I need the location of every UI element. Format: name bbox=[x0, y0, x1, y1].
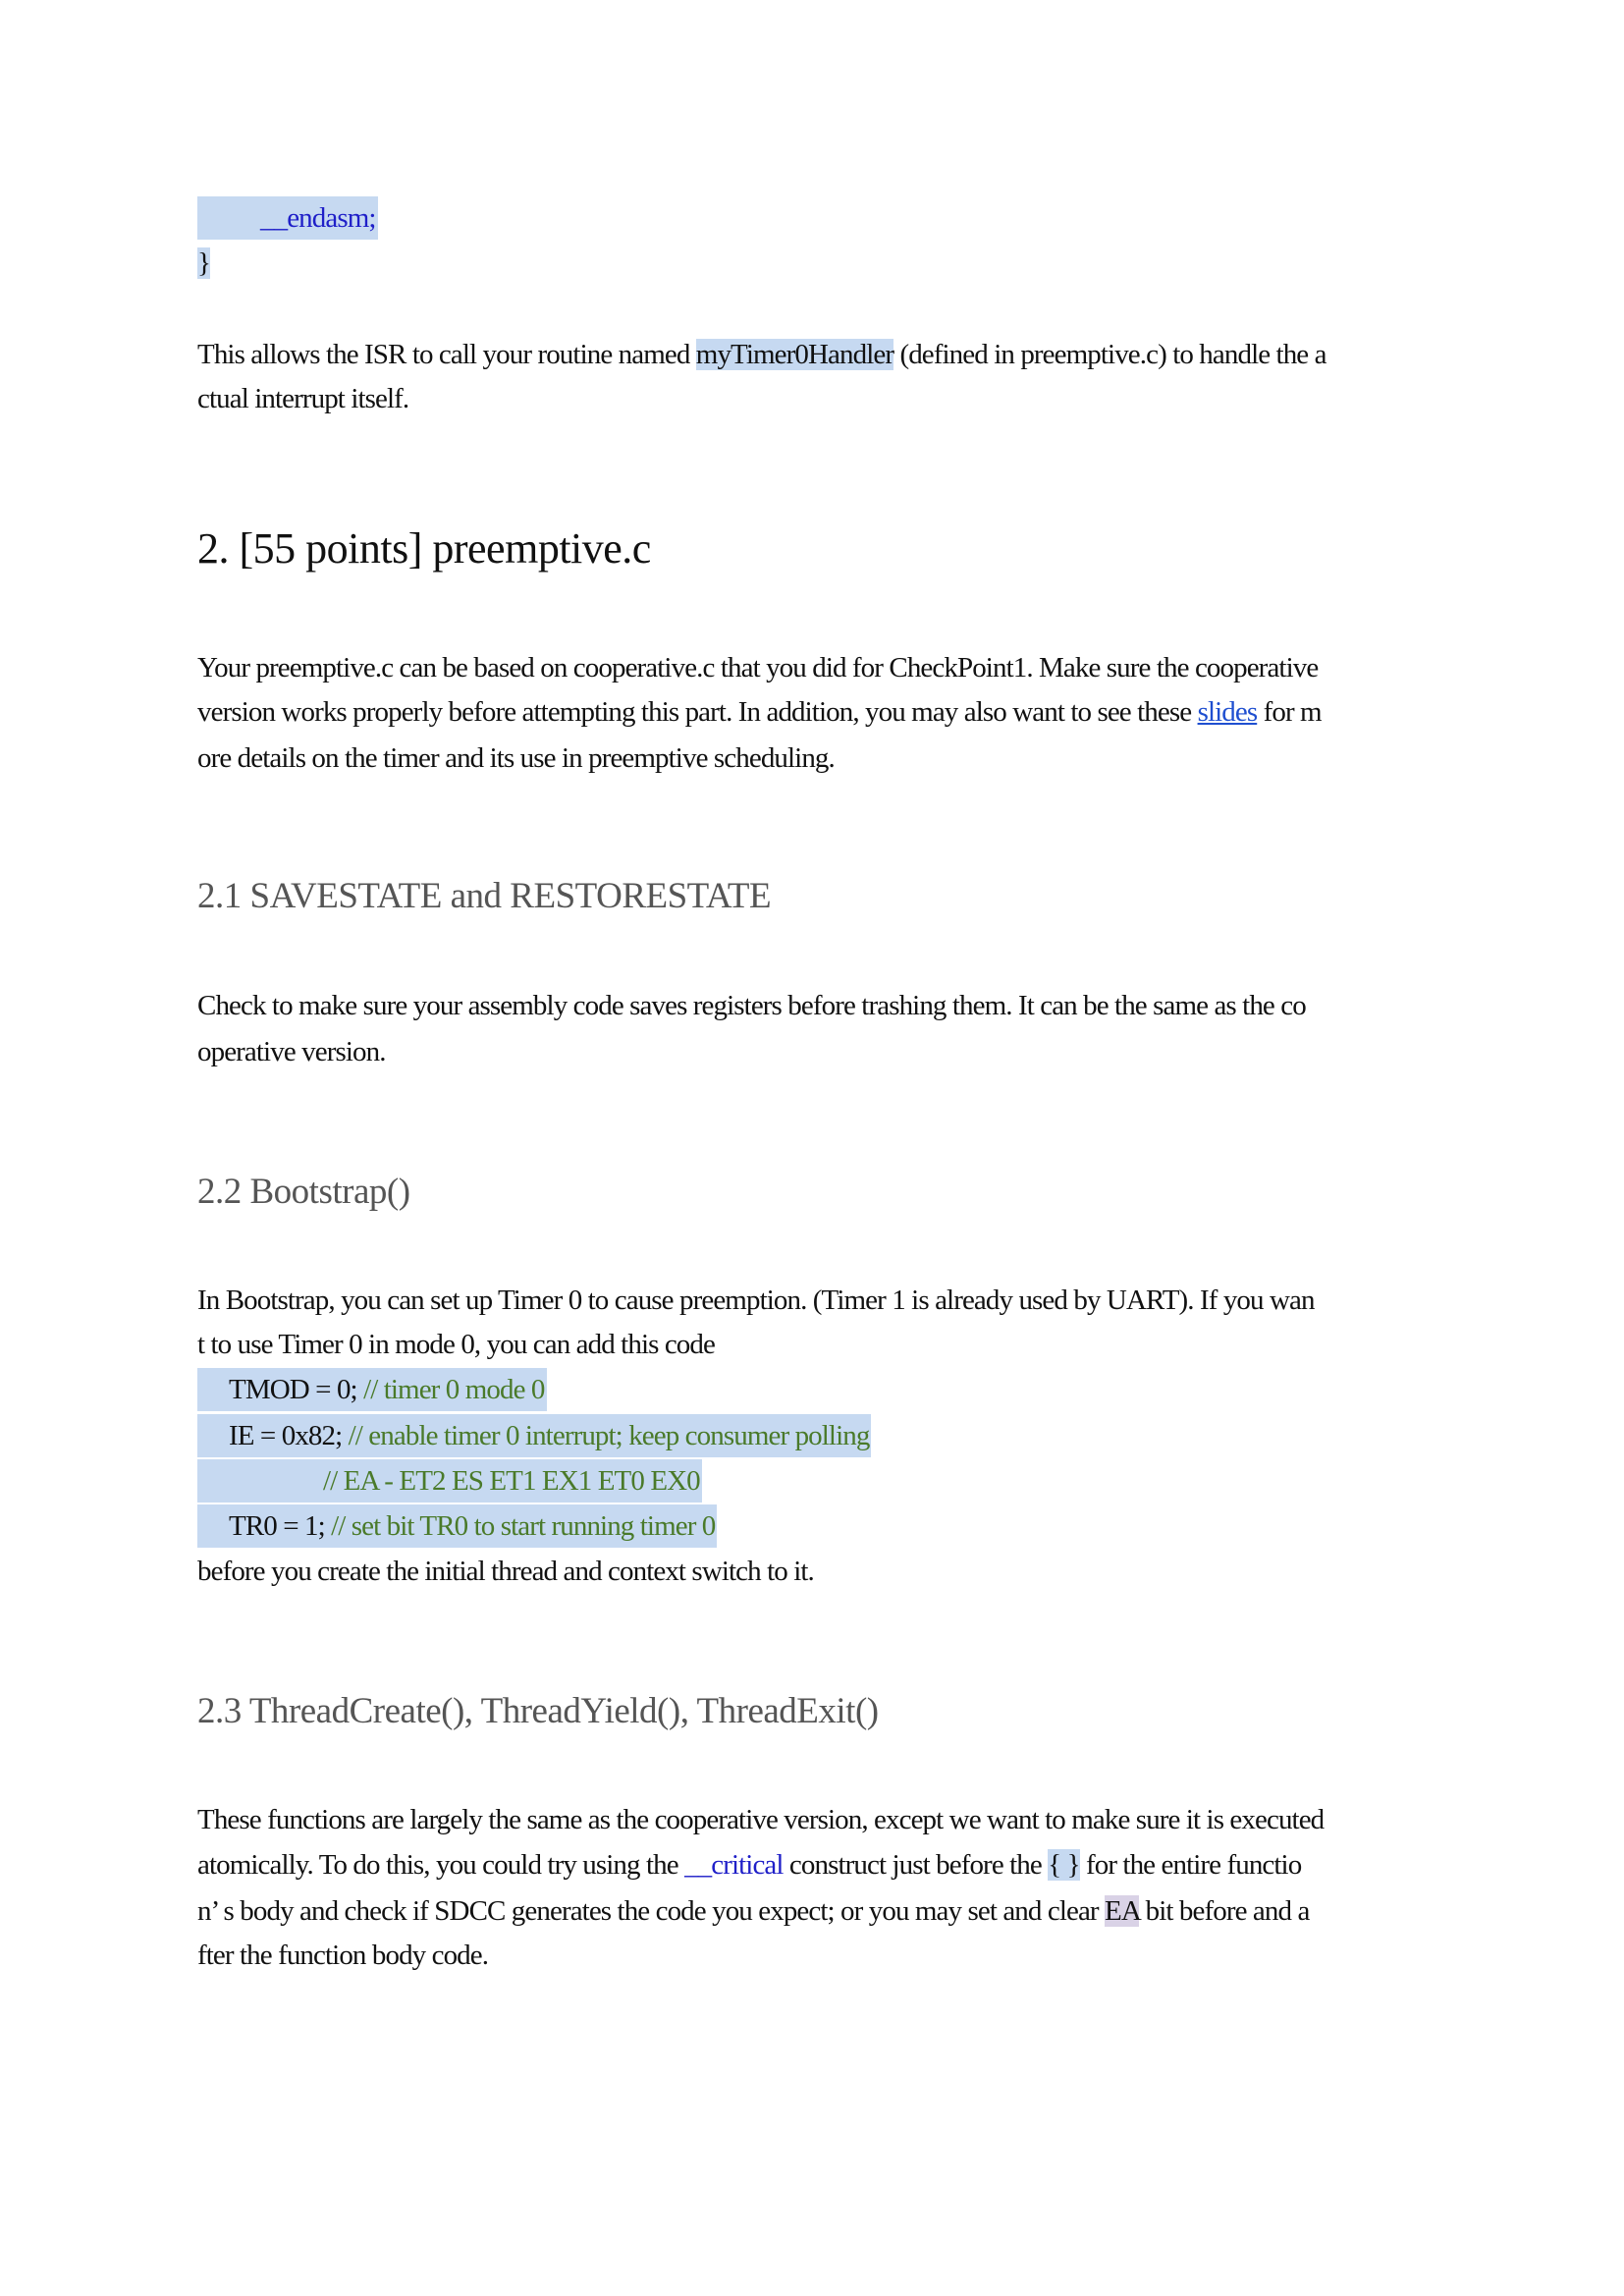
code-line: // EA - ET2 ES ET1 EX1 ET0 EX0 bbox=[197, 1459, 702, 1503]
section23-line4: fter the function body code. bbox=[197, 1940, 489, 1971]
braces: { } bbox=[1048, 1849, 1080, 1881]
para1-line2: ctual interrupt itself. bbox=[197, 383, 409, 414]
section2-line2: version works properly before attempting this part. In addition, you may also want to see these slides for m bbox=[197, 696, 1322, 728]
section23-line1: These functions are largely the same as the cooperative version, except we want to make sure it is executed bbox=[197, 1804, 1325, 1835]
section23-line2: atomically. To do this, you could try using the __critical construct just before the { } for the entire functio bbox=[197, 1849, 1302, 1881]
section-2-2-heading: 2.2 Bootstrap() bbox=[197, 1172, 410, 1212]
code-line-endasm: __endasm; bbox=[197, 196, 378, 240]
slides-link[interactable]: slides bbox=[1197, 696, 1258, 728]
section23-line3: n’ s body and check if SDCC generates the code you expect; or you may set and clear EA bit before and a bbox=[197, 1895, 1310, 1927]
section22-line2: t to use Timer 0 in mode 0, you can add this code bbox=[197, 1329, 715, 1360]
section21-line2: operative version. bbox=[197, 1036, 386, 1067]
section21-line1: Check to make sure your assembly code saves registers before trashing them. It can be the same as the co bbox=[197, 990, 1306, 1021]
ea-bit: EA bbox=[1105, 1895, 1140, 1927]
code-line: IE = 0x82; // enable timer 0 interrupt; keep consumer polling bbox=[197, 1414, 871, 1457]
handler-name: myTimer0Handler bbox=[695, 339, 894, 370]
section-2-1-heading: 2.1 SAVESTATE and RESTORESTATE bbox=[197, 876, 772, 916]
section22-line1: In Bootstrap, you can set up Timer 0 to cause preemption. (Timer 1 is already used by UART). If you wan bbox=[197, 1285, 1315, 1316]
section2-line3: ore details on the timer and its use in preemptive scheduling. bbox=[197, 742, 835, 774]
code-line: TR0 = 1; // set bit TR0 to start running timer 0 bbox=[197, 1504, 717, 1548]
code-line-brace: } bbox=[197, 247, 211, 279]
code-line: TMOD = 0; // timer 0 mode 0 bbox=[197, 1368, 547, 1411]
para1-line1: This allows the ISR to call your routine named myTimer0Handler (defined in preemptive.c) to handle the a bbox=[197, 339, 1326, 370]
section2-line1: Your preemptive.c can be based on cooperative.c that you did for CheckPoint1. Make sure the cooperative bbox=[197, 652, 1319, 683]
critical-keyword: __critical bbox=[684, 1849, 784, 1881]
section22-after: before you create the initial thread and context switch to it. bbox=[197, 1556, 814, 1587]
section-2-3-heading: 2.3 ThreadCreate(), ThreadYield(), ThreadExit() bbox=[197, 1691, 879, 1731]
section-2-heading: 2. [55 points] preemptive.c bbox=[197, 524, 651, 573]
